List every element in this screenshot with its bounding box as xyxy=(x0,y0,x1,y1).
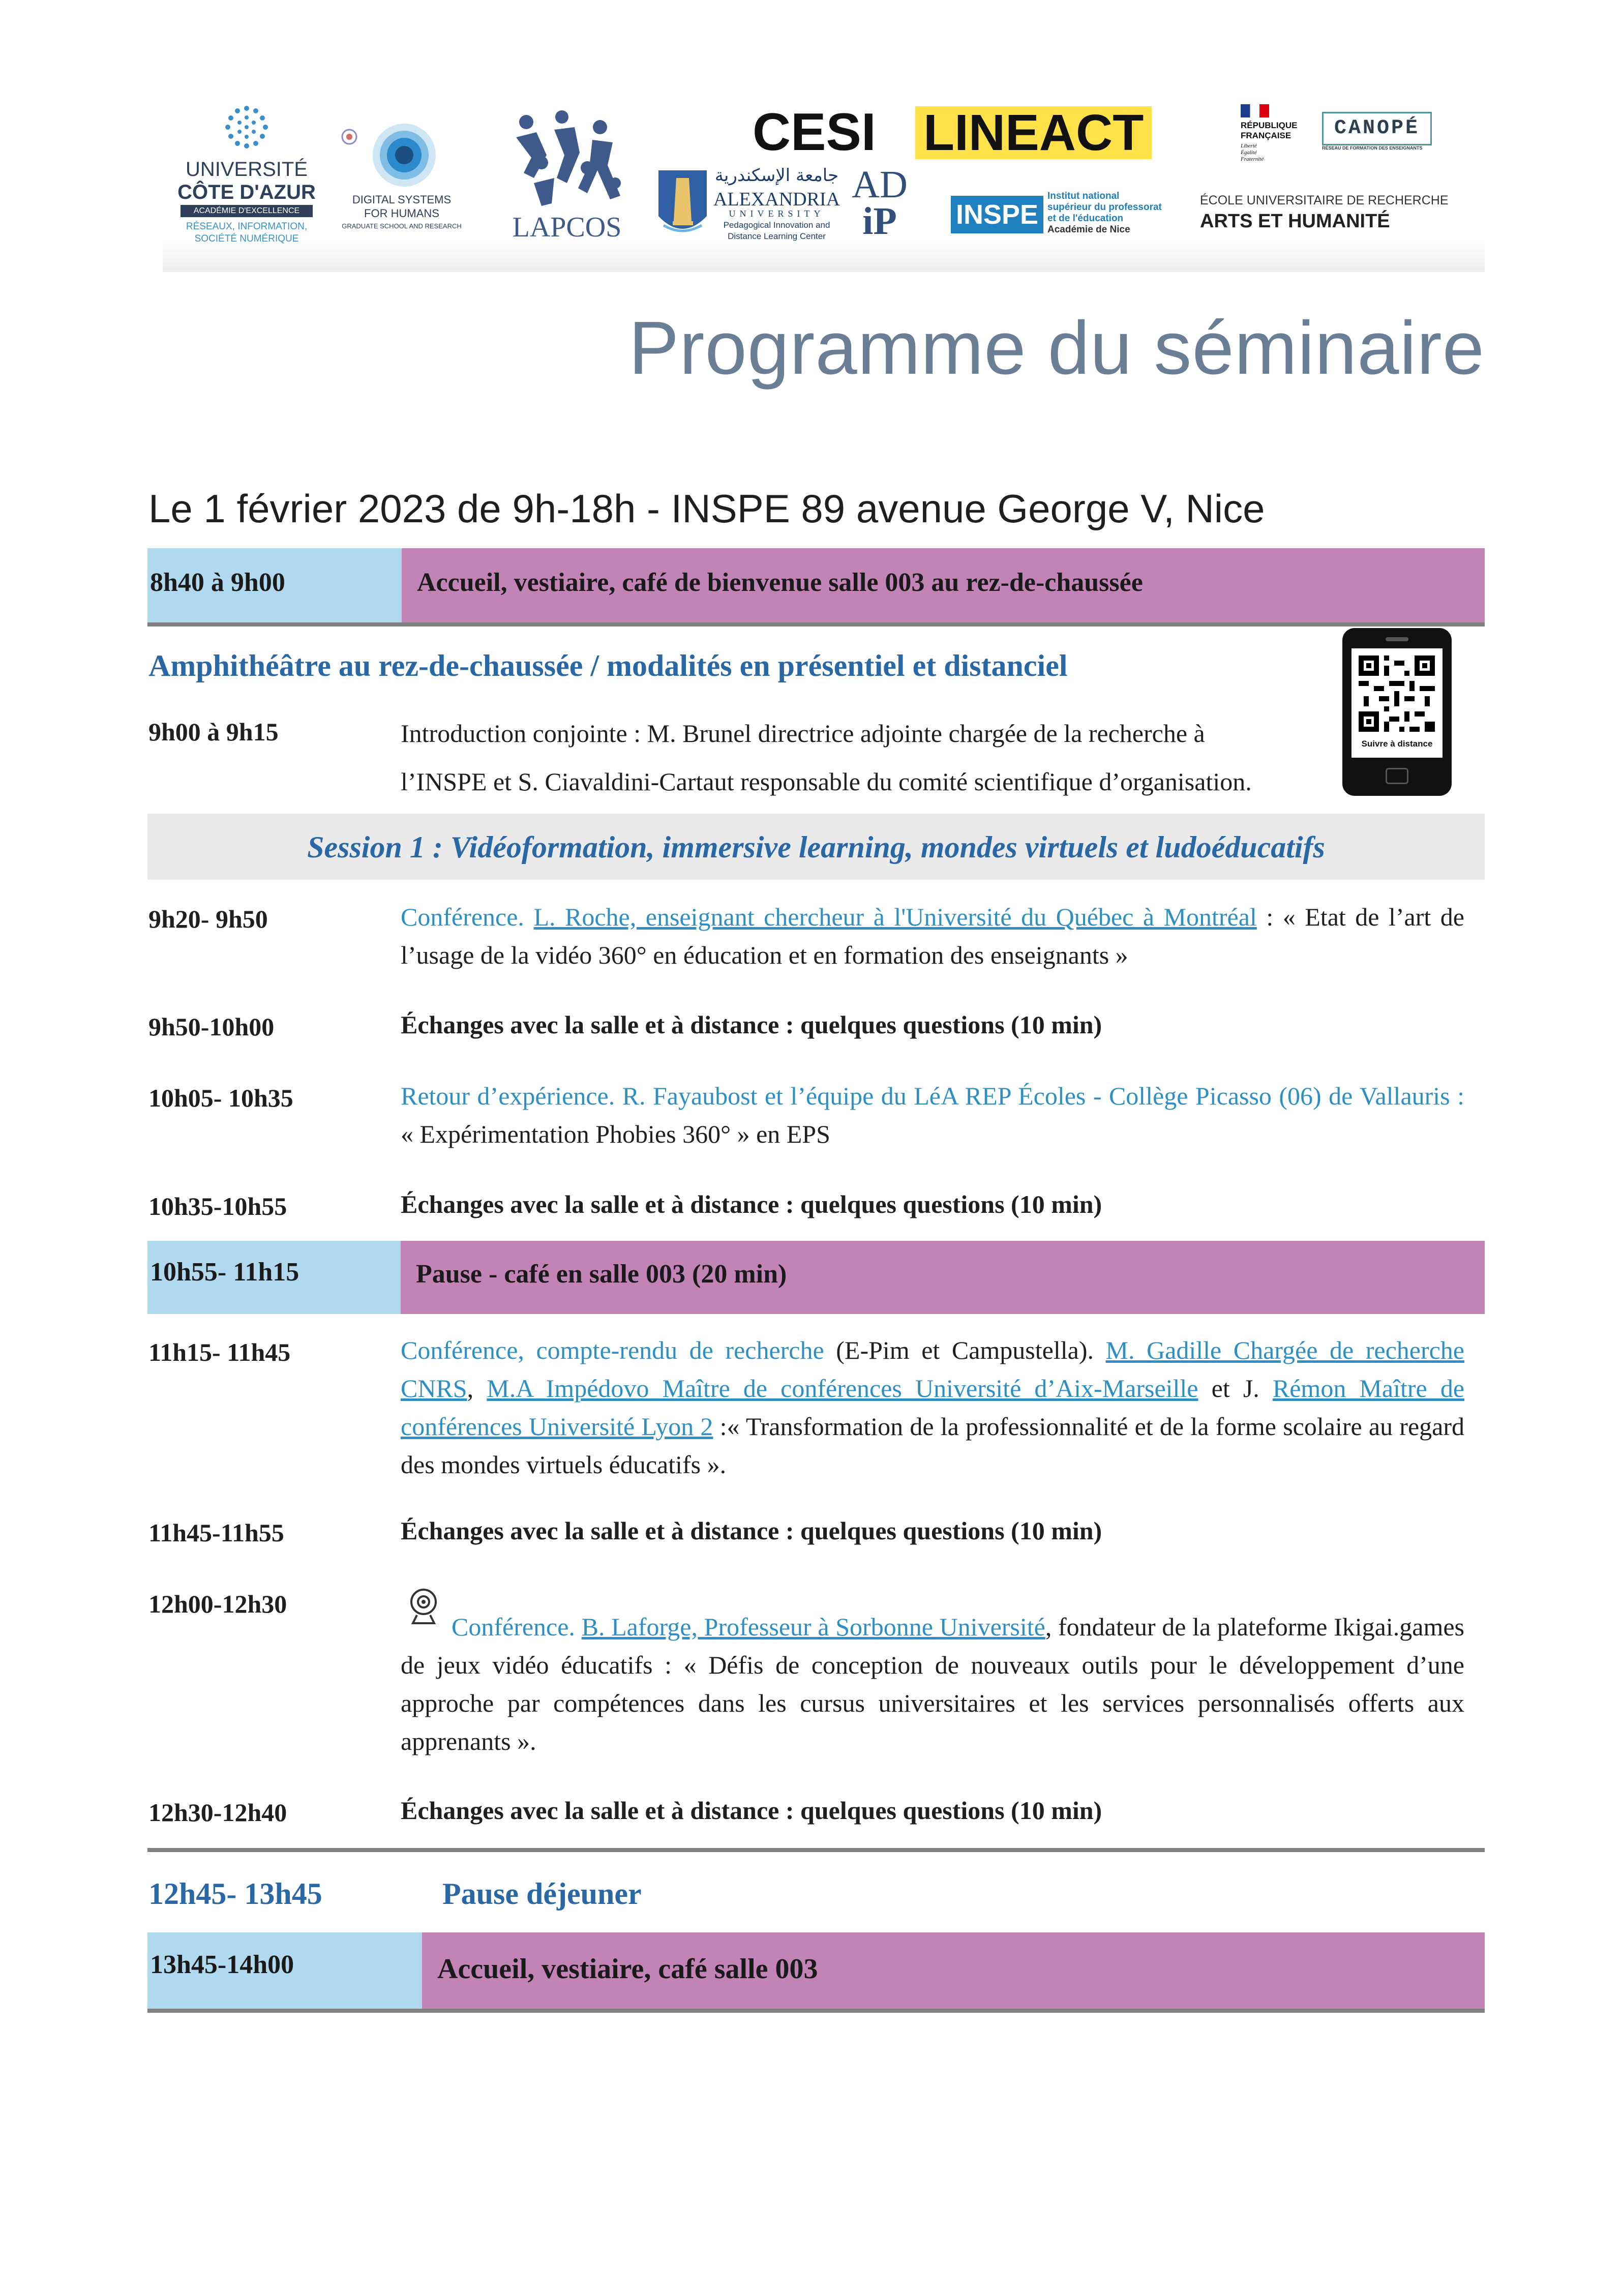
conf2-prefix: Conférence, compte-rendu de recherche xyxy=(401,1336,824,1364)
conf2-sep2: et J. xyxy=(1198,1374,1273,1403)
conf1-rest: : « Etat de l’art de l’usage de la vidéo 360° en éducation et en formation des enseignants » xyxy=(401,903,1464,969)
pause1-time: 10h55- 11h15 xyxy=(150,1258,299,1287)
ex4-text: Échanges avec la salle et à distance : quelques questions (10 min) xyxy=(401,1796,1102,1825)
lapcos-name: LAPCOS xyxy=(512,212,622,243)
conf2-mid1: (E-Pim et Campustella). xyxy=(824,1336,1106,1364)
retour-text xyxy=(401,1077,1464,1153)
lunch-time: 12h45- 13h45 xyxy=(148,1877,322,1911)
lapcos-logo xyxy=(498,107,636,249)
conf2-time: 11h15- 11h45 xyxy=(148,1338,291,1366)
alexandria-university: UNIVERSITY xyxy=(729,208,825,219)
uca-dots-icon xyxy=(224,104,269,150)
dsh-logo xyxy=(336,122,468,244)
ex3-time: 11h45-11h55 xyxy=(148,1518,284,1547)
conf1-text xyxy=(401,898,1464,974)
event-info: Le 1 février 2023 de 9h-18h - INSPE 89 avenue George V, Nice xyxy=(148,486,1265,531)
republique-logo xyxy=(1241,104,1322,168)
intro-line-1: Introduction conjointe : M. Brunel directrice adjointe chargée de la recherche à xyxy=(401,719,1205,748)
phone-speaker-icon xyxy=(1386,637,1408,641)
lunch-divider xyxy=(147,1848,1485,1852)
amphi-heading: Amphithéâtre au rez-de-chaussée / modalités en présentiel et distanciel xyxy=(148,649,1068,682)
uca-excellence: ACADÉMIE D'EXCELLENCE xyxy=(181,205,313,217)
welcome-time: 8h40 à 9h00 xyxy=(150,568,285,597)
conf3-laforge-link[interactable]: B. Laforge, Professeur à Sorbonne Université xyxy=(581,1613,1045,1641)
remote-qr-phone[interactable] xyxy=(1342,628,1452,796)
conf3-time: 12h00-12h30 xyxy=(148,1590,287,1618)
conf2-rest: :« Transformation de la professionnalité et de la forme scolaire au regard des mondes virtuels éducatifs ». xyxy=(401,1412,1464,1479)
welcome-row xyxy=(147,548,1485,627)
conf1-prefix: Conférence. xyxy=(401,903,534,931)
republique-3: Liberté xyxy=(1241,143,1257,149)
conf3-rest: , fondateur de la plateforme Ikigai.games de jeux vidéo éducatifs : « Défis de conception de nouveaux outils pour le développement d’une approche par compétences dans les cursus universitaires et les services personnalisés offerts aux apprenants ». xyxy=(401,1613,1464,1755)
intro-line-2: l’INSPE et S. Ciavaldini-Cartaut responsable du comité scientifique d’organisation. xyxy=(401,767,1252,796)
eur-logo xyxy=(1200,193,1449,239)
conf2-text xyxy=(401,1331,1464,1484)
canope-sub: RÉSEAU DE FORMATION DES ENSEIGNANTS xyxy=(1322,145,1423,151)
qr-code-icon xyxy=(1359,655,1435,732)
conf2-link-gadille[interactable]: M. Gadille Chargée de recherche CNRS xyxy=(401,1336,1464,1403)
adip-top: AD xyxy=(852,163,908,206)
ex2-time: 10h35-10h55 xyxy=(148,1192,287,1220)
republique-1: RÉPUBLIQUE xyxy=(1241,121,1298,130)
conf2-sep1: , xyxy=(467,1374,487,1403)
conf1-speaker-link[interactable]: L. Roche, enseignant chercheur à l'Université du Québec à Montréal xyxy=(533,903,1257,931)
eur-line-2: ARTS ET HUMANITÉ xyxy=(1200,211,1390,232)
inspe-sub-1: Institut national xyxy=(1047,191,1120,201)
republique-5: Fraternité xyxy=(1241,156,1264,162)
welcome2-time: 13h45-14h00 xyxy=(150,1950,294,1979)
alexandria-lighthouse-icon xyxy=(653,165,712,242)
adip-bottom: iP xyxy=(862,200,897,243)
inspe-logo xyxy=(951,191,1169,239)
registered-icon xyxy=(341,128,358,145)
dsh-name-1: DIGITAL SYSTEMS xyxy=(352,193,452,206)
ex1-text: Échanges avec la salle et à distance : quelques questions (10 min) xyxy=(401,1010,1102,1039)
qr-label: Suivre à distance xyxy=(1361,739,1433,749)
inspe-sub-3: et de l'éducation xyxy=(1047,213,1124,224)
conf2-link-remon[interactable]: Rémon Maître de conférences Université Lyon 2 xyxy=(401,1374,1465,1441)
uca-logo xyxy=(170,104,323,247)
canope-logo xyxy=(1322,107,1434,158)
cesi-name: CESI xyxy=(753,103,876,162)
alexandria-sub-2: Distance Learning Center xyxy=(728,231,826,241)
phone-screen xyxy=(1351,648,1443,758)
uca-sub-2: SOCIÉTÉ NUMÉRIQUE xyxy=(194,233,299,244)
republique-2: FRANÇAISE xyxy=(1241,131,1291,140)
alexandria-logo xyxy=(653,165,842,247)
cesi-lineact-logo xyxy=(753,103,1144,163)
inspe-sub-4: Académie de Nice xyxy=(1047,224,1130,235)
welcome-text: Accueil, vestiaire, café de bienvenue salle 003 au rez-de-chaussée xyxy=(417,568,1143,597)
adip-logo xyxy=(847,163,913,244)
inspe-sub-2: supérieur du professorat xyxy=(1047,202,1162,213)
retour-time: 10h05- 10h35 xyxy=(148,1084,293,1112)
alexandria-name: ALEXANDRIA xyxy=(713,189,840,210)
ex1-time: 9h50-10h00 xyxy=(148,1012,275,1041)
conf3-prefix: Conférence. xyxy=(452,1613,582,1641)
conf2-link-impedovo[interactable]: M.A Impédovo Maître de conférences Université d’Aix-Marseille xyxy=(487,1374,1198,1403)
dsh-sub: GRADUATE SCHOOL AND RESEARCH xyxy=(342,222,462,230)
intro-time: 9h00 à 9h15 xyxy=(148,718,279,746)
republique-4: Égalité xyxy=(1241,150,1257,156)
ex4-time: 12h30-12h40 xyxy=(148,1798,287,1827)
pause1-row xyxy=(147,1241,1485,1314)
uca-name-2: CÔTE D'AZUR xyxy=(177,181,316,203)
welcome2-text: Accueil, vestiaire, café salle 003 xyxy=(437,1953,818,1985)
alexandria-sub-1: Pedagogical Innovation and xyxy=(723,220,830,230)
lapcos-figures-icon xyxy=(506,107,628,208)
retour-blue: Retour d’expérience. R. Fayaubost et l’équipe du LéA REP Écoles - Collège Picasso (06) de Vallauris : xyxy=(401,1082,1464,1110)
dsh-name-2: FOR HUMANS xyxy=(364,207,439,220)
welcome2-row xyxy=(147,1932,1485,2013)
alexandria-arabic: جامعة الإسكندرية xyxy=(714,165,839,186)
session1-title: Session 1 : Vidéoformation, immersive learning, mondes virtuels et ludoéducatifs xyxy=(307,830,1325,864)
inspe-mark: INSPE xyxy=(951,196,1043,233)
pause1-text: Pause - café en salle 003 (20 min) xyxy=(416,1260,787,1289)
lunch-text: Pause déjeuner xyxy=(442,1877,642,1911)
conf3-text xyxy=(401,1608,1464,1761)
canope-mark: CANOPÉ xyxy=(1322,112,1432,145)
page-title: Programme du séminaire xyxy=(628,306,1485,390)
lineact-name: LINEACT xyxy=(915,106,1152,159)
eur-line-1: ÉCOLE UNIVERSITAIRE DE RECHERCHE xyxy=(1200,193,1449,207)
conf1-time: 9h20- 9h50 xyxy=(148,905,268,933)
retour-rest: « Expérimentation Phobies 360° » en EPS xyxy=(401,1120,830,1148)
uca-sub-1: RÉSEAUX, INFORMATION, xyxy=(186,221,308,232)
ex3-text: Échanges avec la salle et à distance : quelques questions (10 min) xyxy=(401,1516,1102,1545)
uca-name-1: UNIVERSITÉ xyxy=(185,158,308,181)
marianne-icon xyxy=(1241,104,1269,117)
ex2-text: Échanges avec la salle et à distance : quelques questions (10 min) xyxy=(401,1190,1102,1218)
phone-home-button-icon xyxy=(1386,768,1408,784)
dsh-eye-icon xyxy=(371,122,437,188)
